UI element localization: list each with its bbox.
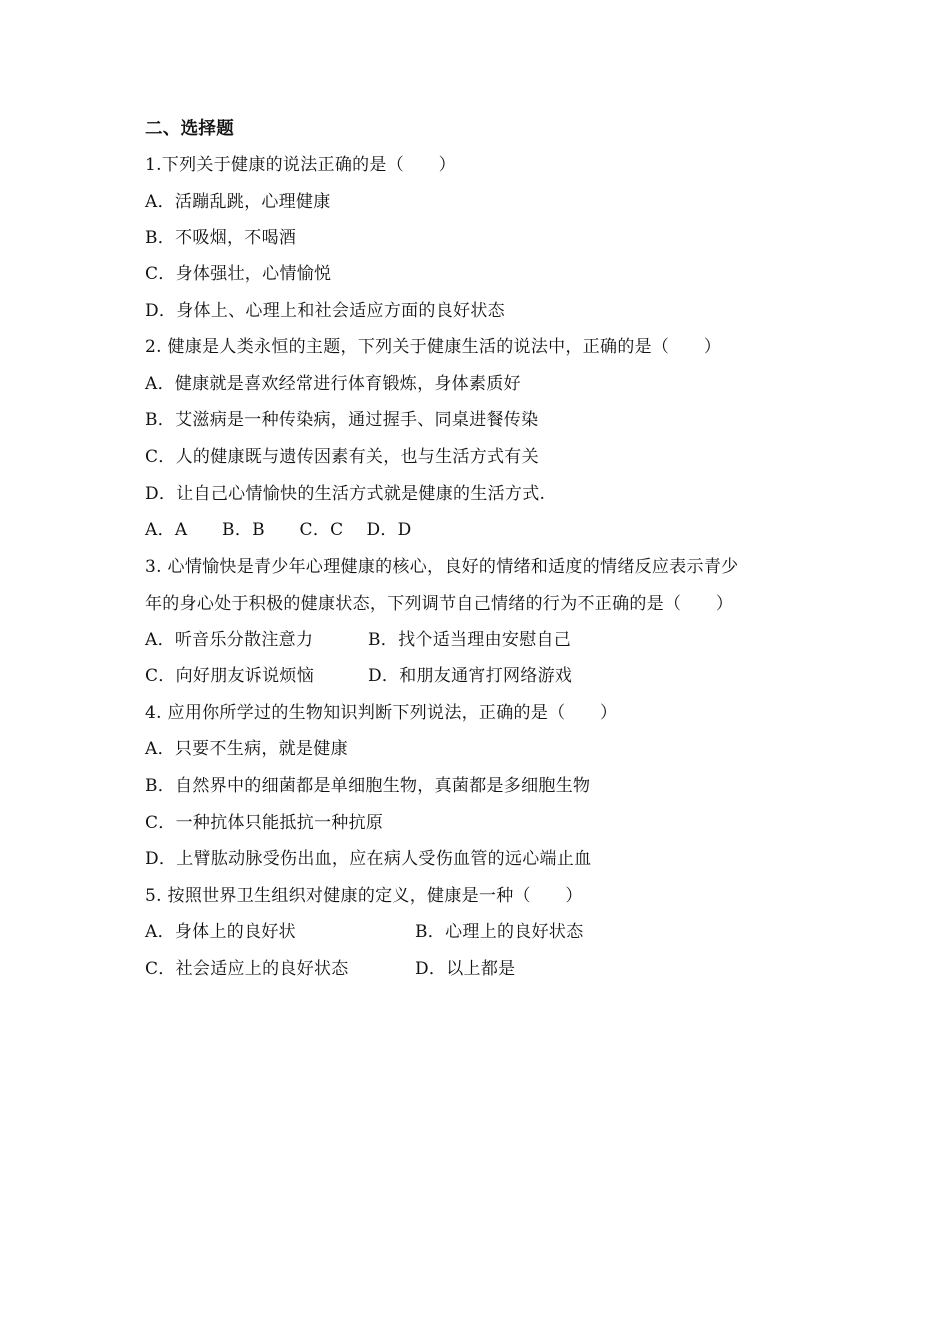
question-4-option-a: A．只要不生病，就是健康 bbox=[145, 739, 348, 759]
question-3-options-row-2 bbox=[145, 665, 573, 687]
question-5-option-b: B．心理上的良好状态 bbox=[415, 922, 584, 942]
question-5-option-d: D．以上都是 bbox=[415, 959, 516, 979]
question-2-stem: 2. 健康是人类永恒的主题，下列关于健康生活的说法中，正确的是（ ） bbox=[145, 337, 722, 357]
question-1-stem: 1.下列关于健康的说法正确的是（ ） bbox=[145, 155, 456, 175]
question-2-option-b: B．艾滋病是一种传染病，通过握手、同桌进餐传染 bbox=[145, 410, 539, 430]
question-2-answer-choices: A．A B．B C．C D．D bbox=[145, 520, 412, 540]
question-5-stem: 5. 按照世界卫生组织对健康的定义，健康是一种（ ） bbox=[145, 886, 583, 906]
question-3-option-b: B．找个适当理由安慰自己 bbox=[368, 630, 572, 650]
question-5-option-a: A．身体上的良好状 bbox=[145, 922, 296, 942]
question-3-options-row-1 bbox=[145, 629, 572, 651]
question-3-option-a: A．听音乐分散注意力 bbox=[145, 630, 314, 650]
question-4-option-c: C．一种抗体只能抵抗一种抗原 bbox=[145, 813, 384, 833]
question-5-options-row-2 bbox=[145, 958, 516, 980]
question-2-option-a: A．健康就是喜欢经常进行体育锻炼，身体素质好 bbox=[145, 374, 521, 394]
question-3-stem-line-2: 年的身心处于积极的健康状态，下列调节自己情绪的行为不正确的是（ ） bbox=[145, 594, 734, 614]
question-3-stem-line-1: 3. 心情愉快是青少年心理健康的核心，良好的情绪和适度的情绪反应表示青少 bbox=[145, 557, 739, 577]
question-1-option-a: A．活蹦乱跳，心理健康 bbox=[145, 192, 331, 212]
question-4-option-b: B．自然界中的细菌都是单细胞生物，真菌都是多细胞生物 bbox=[145, 776, 591, 796]
question-5-option-c: C．社会适应上的良好状态 bbox=[145, 959, 349, 979]
question-1-option-d: D．身体上、心理上和社会适应方面的良好状态 bbox=[145, 301, 505, 321]
section-title: 二、选择题 bbox=[145, 119, 234, 139]
question-1-option-c: C．身体强壮，心情愉悦 bbox=[145, 264, 332, 284]
question-5-options-row-1 bbox=[145, 921, 584, 943]
question-4-option-d: D．上臂肱动脉受伤出血，应在病人受伤血管的远心端止血 bbox=[145, 849, 592, 869]
question-1-option-b: B．不吸烟，不喝酒 bbox=[145, 228, 297, 248]
question-3-option-c: C．向好朋友诉说烦恼 bbox=[145, 666, 315, 686]
question-2-option-c: C．人的健康既与遗传因素有关，也与生活方式有关 bbox=[145, 447, 539, 467]
question-4-stem: 4. 应用你所学过的生物知识判断下列说法，正确的是（ ） bbox=[145, 703, 618, 723]
question-2-option-d: D．让自己心情愉快的生活方式就是健康的生活方式. bbox=[145, 484, 546, 504]
question-3-option-d: D．和朋友通宵打网络游戏 bbox=[368, 666, 573, 686]
